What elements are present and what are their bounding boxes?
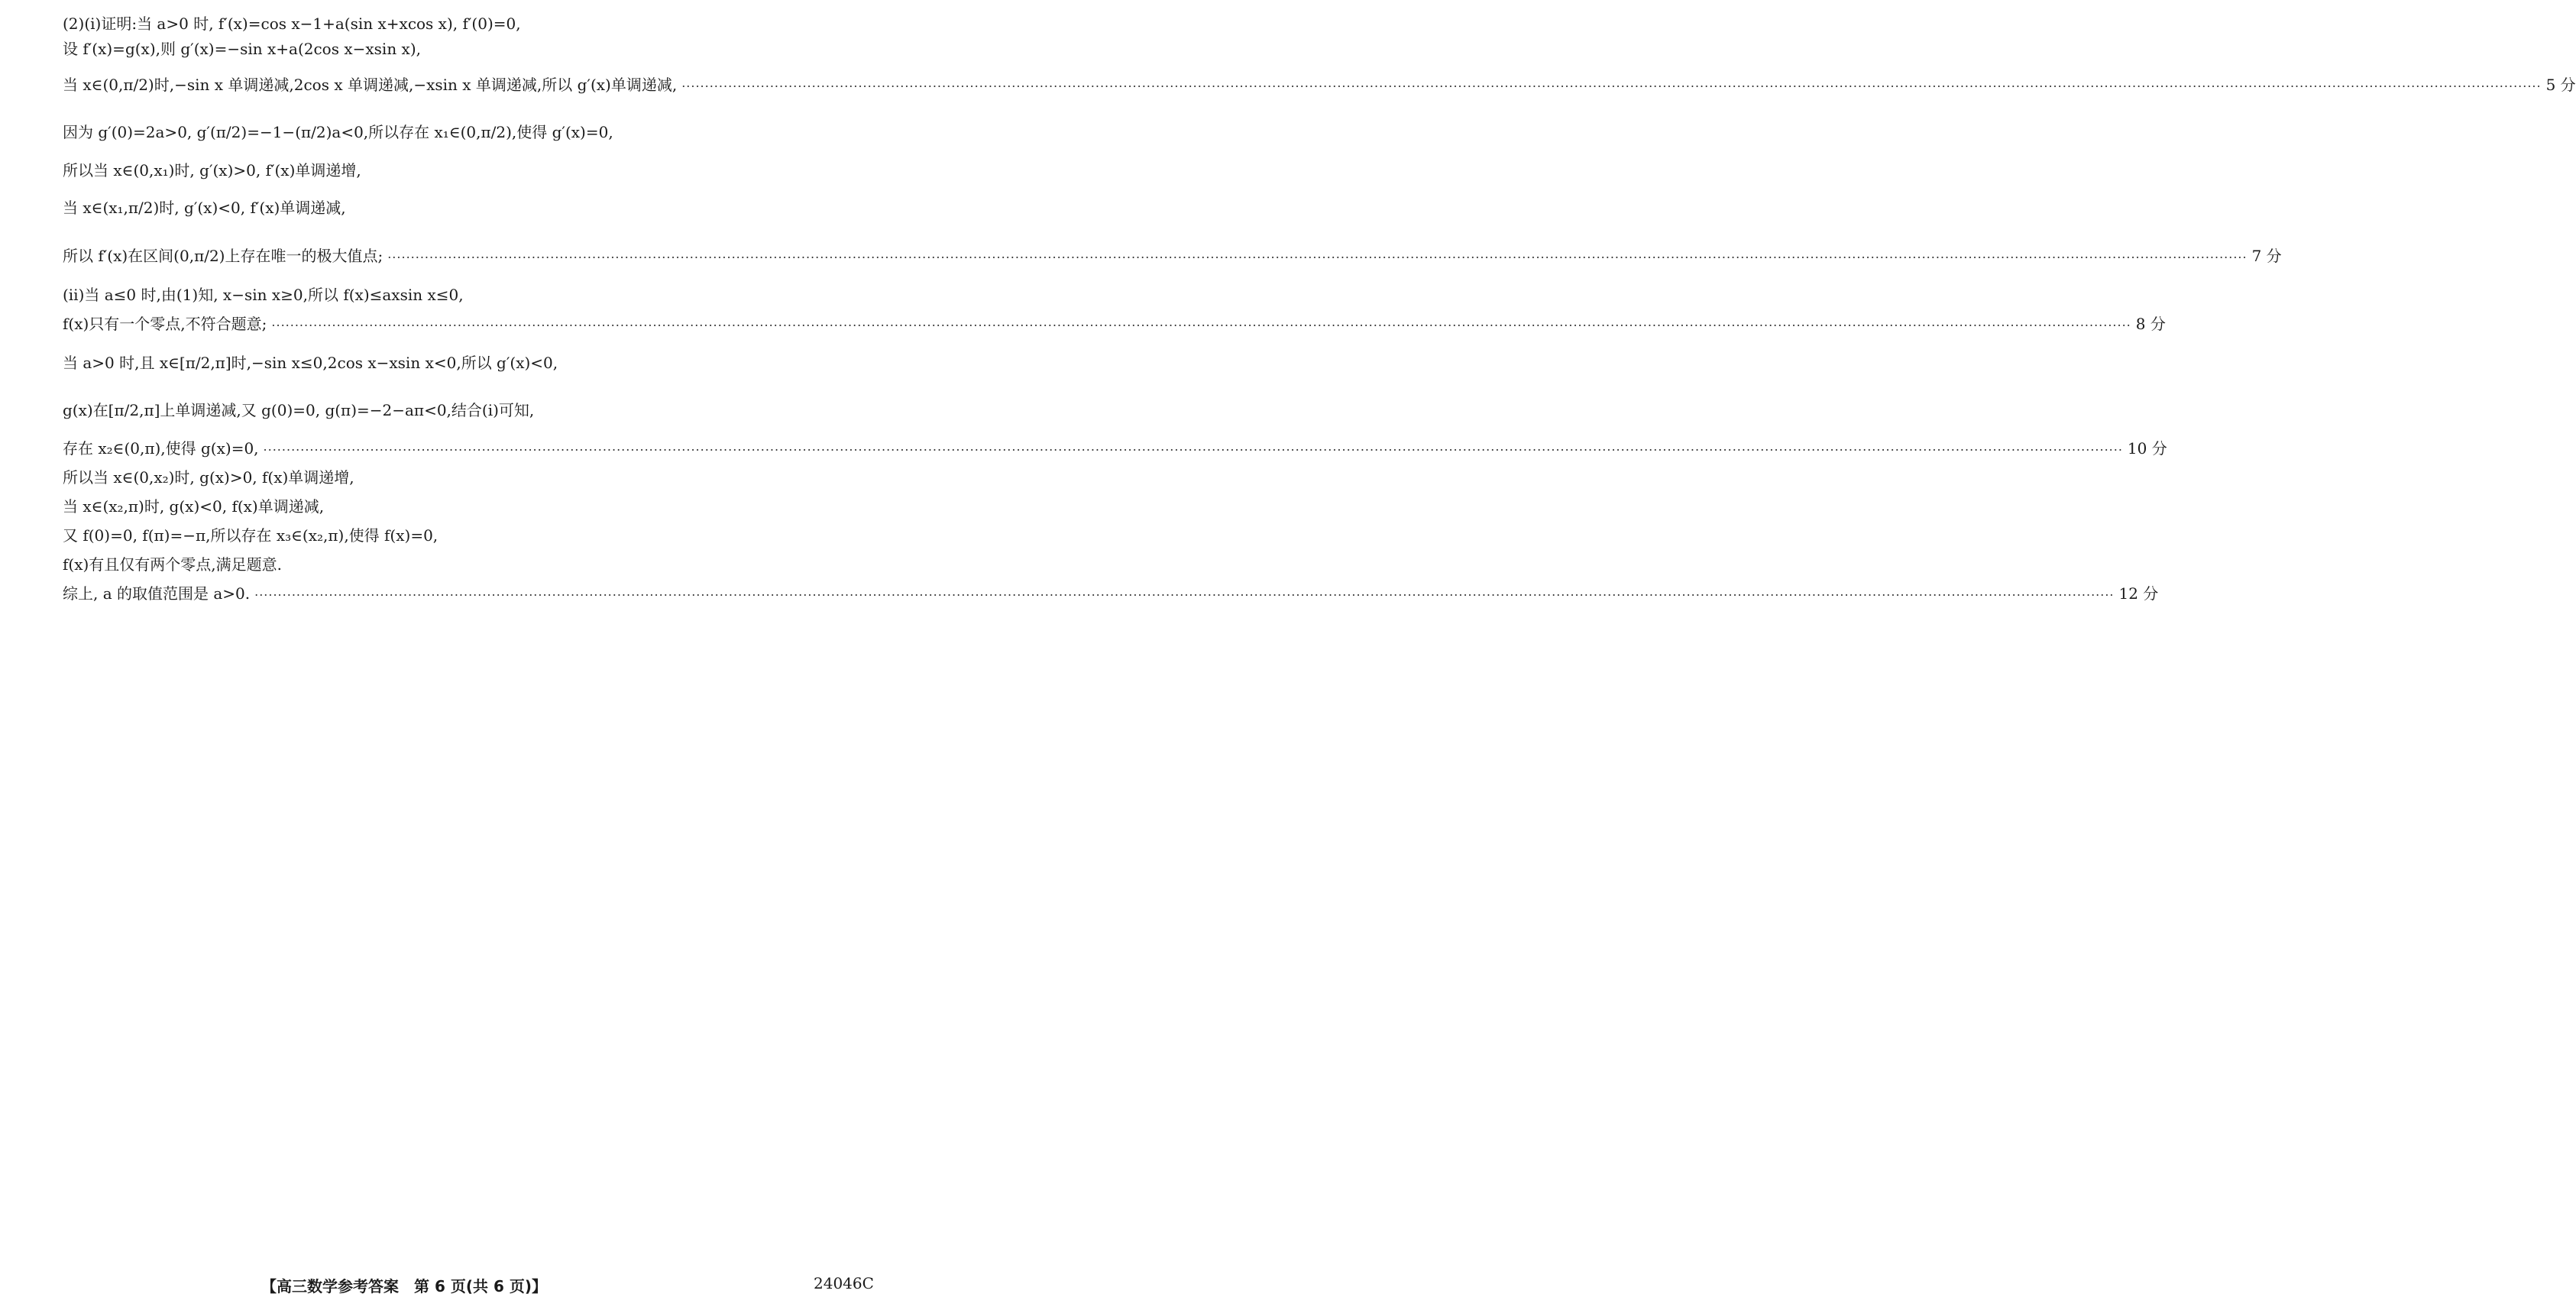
solution-line [63, 344, 888, 378]
solution-line-text: 当 x∈(0,π/2)时,−sin x 单调递减,2cos x 单调递减,−xsin x 单调递减,所以 g′(x)单调递减, [63, 75, 678, 94]
solution-line-text: 所以当 x∈(0,x₂)时, g(x)>0, f(x)单调递增, [63, 467, 354, 487]
score-mark: 7 分 [2251, 246, 2282, 265]
dot-leader: ................................................................................................................................................................................................................................................................................................................................................................................................................ [387, 247, 2248, 261]
solution-line-text: f(x)只有一个零点,不符合题意; [63, 314, 267, 333]
solution-line-text: f(x)有且仅有两个零点,满足题意. [63, 555, 283, 574]
solution-line-text: g(x)在[π/2,π]上单调递减,又 g(0)=0, g(π)=−2−aπ<0,结合(ⅰ)可知, [63, 400, 535, 419]
dot-leader: ................................................................................................................................................................................................................................................................................................................................................................................................................ [271, 315, 2131, 329]
solution-line-text: 存在 x₂∈(0,π),使得 g(x)=0, [63, 438, 259, 458]
solution-line [63, 575, 2159, 609]
score-mark: 12 分 [2118, 584, 2159, 603]
dot-leader: ................................................................................................................................................................................................................................................................................................................................................................................................................ [263, 439, 2123, 454]
solution-line-text: 又 f(0)=0, f(π)=−π,所以存在 x₃∈(x₂,π),使得 f(x)=0, [63, 526, 439, 545]
solution-line-text: (2)(ⅰ)证明:当 a>0 时, f′(x)=cos x−1+a(sin x+xcos x), f′(0)=0, [63, 14, 521, 33]
solution-line-text: 当 a>0 时,且 x∈[π/2,π]时,−sin x≤0,2cos x−xsin x<0,所以 g′(x)<0, [63, 353, 558, 372]
score-mark: 5 分 [2545, 75, 2576, 94]
solution-line [63, 114, 888, 147]
solution-line [63, 152, 888, 186]
solution-line [63, 66, 2576, 100]
solution-line-text: 当 x∈(x₁,π/2)时, g′(x)<0, f′(x)单调递减, [63, 198, 346, 217]
solution-line [63, 306, 2166, 339]
footer-code: 24046C [814, 1274, 874, 1292]
score-mark: 8 分 [2135, 314, 2166, 333]
dot-leader: ................................................................................................................................................................................................................................................................................................................................................................................................................ [254, 584, 2115, 599]
page-footer [0, 1274, 917, 1297]
solution-line [63, 31, 888, 64]
solution-line-text: 当 x∈(x₂,π)时, g(x)<0, f(x)单调递减, [63, 496, 325, 516]
solution-line-text: 因为 g′(0)=2a>0, g′(π/2)=−1−(π/2)a<0,所以存在 x₁∈(0,π/2),使得 g′(x)=0, [63, 122, 613, 141]
solution-line-text: 所以当 x∈(0,x₁)时, g′(x)>0, f′(x)单调递增, [63, 160, 361, 180]
solution-line [63, 238, 2282, 271]
solution-line-text: 综上, a 的取值范围是 a>0. [63, 584, 251, 603]
solution-line-text: 设 f′(x)=g(x),则 g′(x)=−sin x+a(2cos x−xsin x), [63, 39, 421, 58]
solution-line [63, 189, 888, 223]
footer-title: 【高三数学参考答案 第 6 页(共 6 页)】 [261, 1277, 547, 1295]
solution-line [63, 392, 888, 425]
solution-line-text: 所以 f′(x)在区间(0,π/2)上存在唯一的极大值点; [63, 246, 383, 265]
dot-leader: ................................................................................................................................................................................................................................................................................................................................................................................................................ [681, 76, 2542, 90]
score-mark: 10 分 [2127, 438, 2167, 458]
solution-line-text: (ⅱ)当 a≤0 时,由(1)知, x−sin x≥0,所以 f(x)≤axsin x≤0, [63, 285, 464, 304]
